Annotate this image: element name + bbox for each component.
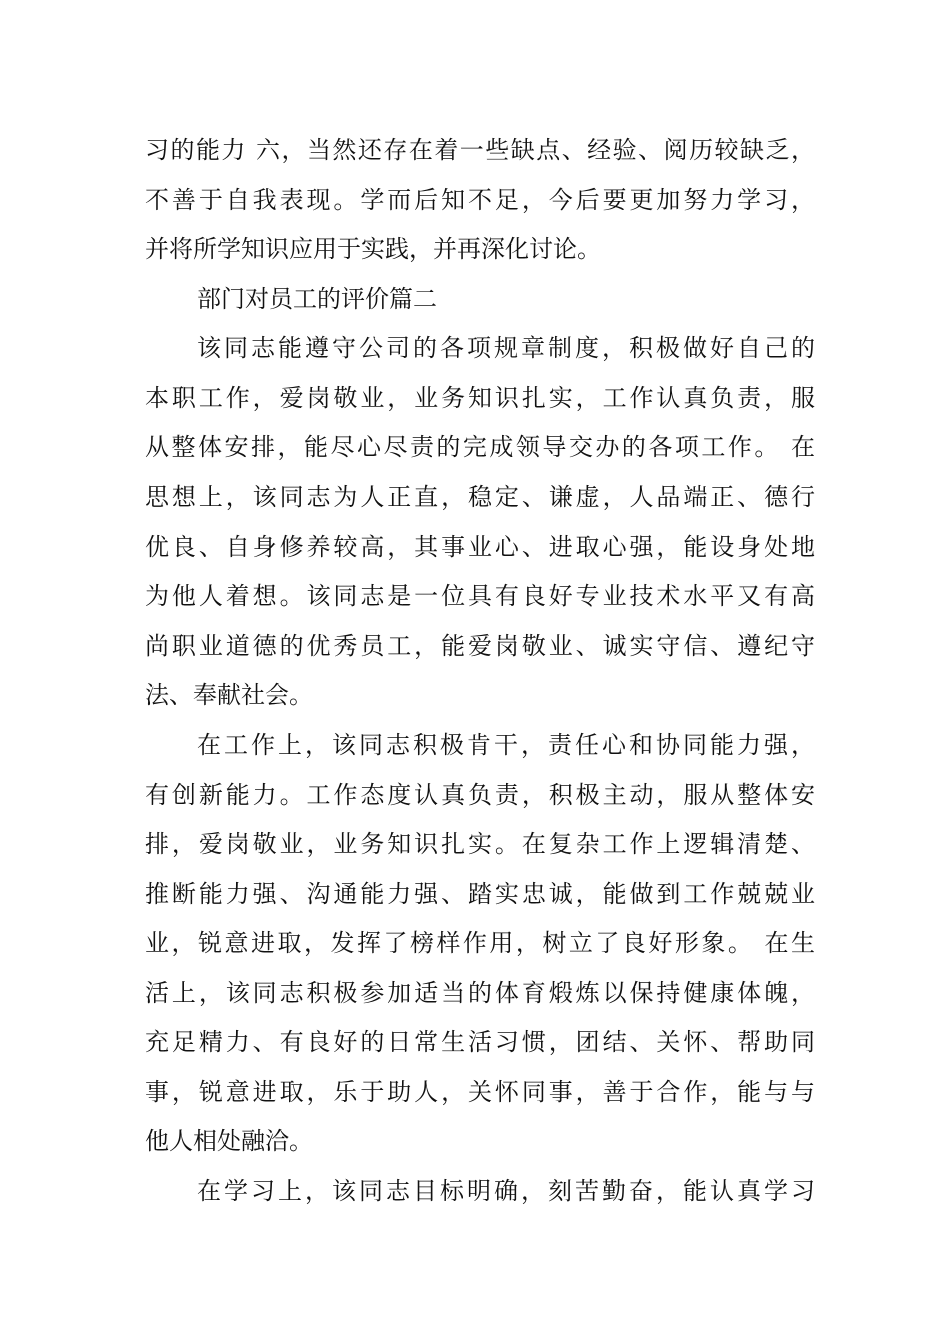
text-line: 推断能力强、沟通能力强、踏实忠诚，能做到工作兢兢业 xyxy=(145,880,815,908)
text-line: 为他人着想。该同志是一位具有良好专业技术水平又有高 xyxy=(145,582,815,610)
text-line: 在学习上，该同志目标明确，刻苦勤奋，能认真学习 xyxy=(197,1177,815,1205)
text-line: 业，锐意进取，发挥了榜样作用，树立了良好形象。 在生 xyxy=(145,929,815,957)
text-line: 充足精力、有良好的日常生活习惯，团结、关怀、帮助同 xyxy=(145,1028,815,1056)
text-line: 在工作上，该同志积极肯干，责任心和协同能力强， xyxy=(197,731,815,759)
text-line: 不善于自我表现。学而后知不足，今后要更加努力学习， xyxy=(145,186,815,214)
text-line: 思想上，该同志为人正直，稳定、谦虚，人品端正、德行 xyxy=(145,483,815,511)
text-line: 活上，该同志积极参加适当的体育煅炼以保持健康体魄， xyxy=(145,979,815,1007)
text-line: 从整体安排，能尽心尽责的完成领导交办的各项工作。 在 xyxy=(145,433,815,461)
text-line: 本职工作，爱岗敬业，业务知识扎实，工作认真负责，服 xyxy=(145,384,815,412)
text-line: 优良、自身修养较高，其事业心、进取心强，能设身处地 xyxy=(145,533,815,561)
text-line: 他人相处融洽。 xyxy=(145,1127,313,1155)
text-line: 该同志能遵守公司的各项规章制度，积极做好自己的 xyxy=(197,334,815,362)
text-line: 法、奉献社会。 xyxy=(145,681,313,709)
text-line: 习的能力 六，当然还存在着一些缺点、经验、阅历较缺乏， xyxy=(145,136,815,164)
text-line: 尚职业道德的优秀员工，能爱岗敬业、诚实守信、遵纪守 xyxy=(145,632,815,660)
text-line: 排，爱岗敬业，业务知识扎实。在复杂工作上逻辑清楚、 xyxy=(145,830,815,858)
section-heading: 部门对员工的评价篇二 xyxy=(197,285,437,313)
text-line: 有创新能力。工作态度认真负责，积极主动，服从整体安 xyxy=(145,781,815,809)
text-line: 并将所学知识应用于实践，并再深化讨论。 xyxy=(145,235,601,263)
text-line: 事，锐意进取，乐于助人，关怀同事，善于合作，能与与 xyxy=(145,1078,815,1106)
